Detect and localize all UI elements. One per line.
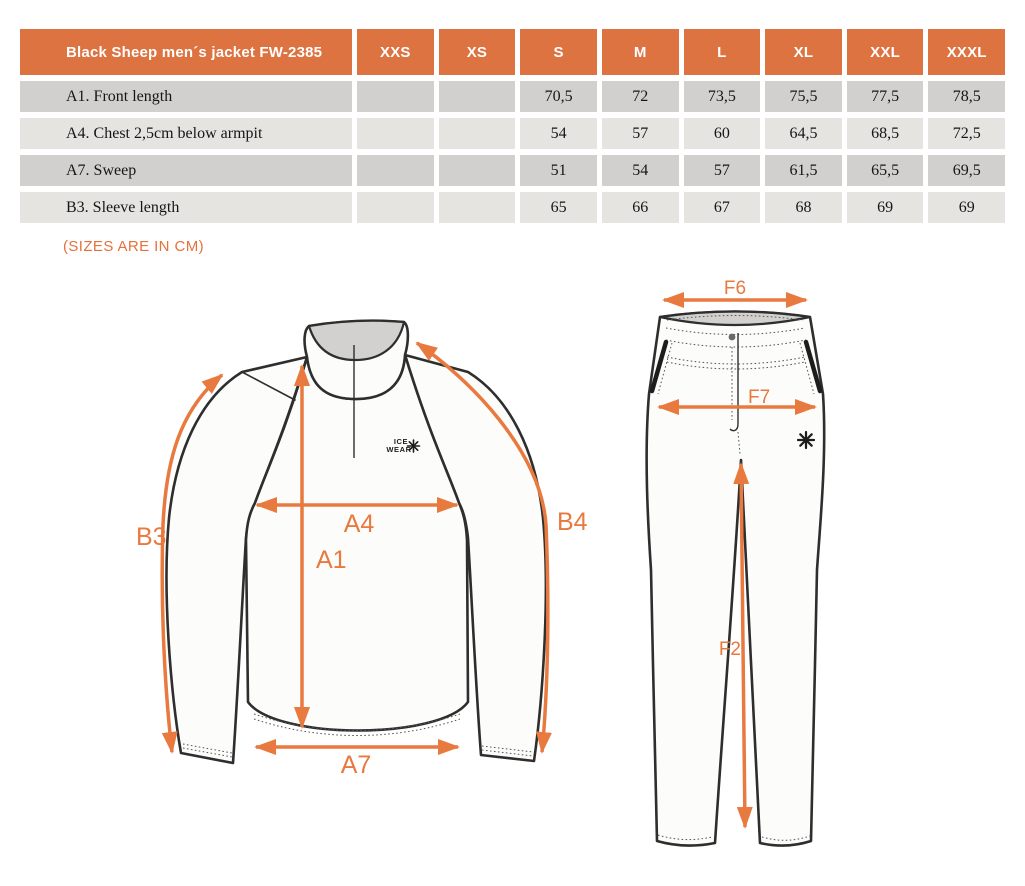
measure-label-a7: A7 bbox=[340, 751, 372, 779]
measure-label-f2: F2 bbox=[718, 639, 741, 660]
table-cell: 67 bbox=[684, 192, 761, 223]
column-header-xxs: XXS bbox=[357, 29, 434, 75]
table-cell: 69 bbox=[847, 192, 924, 223]
table-cell: 54 bbox=[602, 155, 679, 186]
column-header-xl: XL bbox=[765, 29, 842, 75]
measure-label-b3: B3 bbox=[136, 523, 167, 551]
table-cell: 68,5 bbox=[847, 118, 924, 149]
table-cell bbox=[357, 81, 434, 112]
table-cell: 70,5 bbox=[520, 81, 597, 112]
snowflake-icon bbox=[798, 432, 814, 448]
size-table bbox=[20, 29, 1005, 223]
table-cell: 77,5 bbox=[847, 81, 924, 112]
measure-label-a4: A4 bbox=[343, 510, 375, 538]
row-label: B3. Sleeve length bbox=[20, 192, 352, 223]
table-cell: 78,5 bbox=[928, 81, 1005, 112]
measure-label-b4: B4 bbox=[557, 508, 588, 536]
table-cell: 72,5 bbox=[928, 118, 1005, 149]
table-cell: 61,5 bbox=[765, 155, 842, 186]
measure-label-f6: F6 bbox=[723, 278, 747, 299]
table-cell: 69,5 bbox=[928, 155, 1005, 186]
snowflake-icon bbox=[408, 440, 420, 452]
table-cell bbox=[439, 192, 516, 223]
row-label: A7. Sweep bbox=[20, 155, 352, 186]
row-label: A4. Chest 2,5cm below armpit bbox=[20, 118, 352, 149]
logo-text-line2: WEAR bbox=[386, 445, 412, 454]
table-cell: 65 bbox=[520, 192, 597, 223]
table-cell: 68 bbox=[765, 192, 842, 223]
table-cell: 69 bbox=[928, 192, 1005, 223]
measurement-diagram bbox=[0, 270, 1025, 886]
measure-label-a1: A1 bbox=[316, 546, 347, 574]
jacket-drawing bbox=[136, 321, 588, 779]
table-cell bbox=[357, 118, 434, 149]
table-cell: 73,5 bbox=[684, 81, 761, 112]
column-header-l: L bbox=[684, 29, 761, 75]
table-cell: 64,5 bbox=[765, 118, 842, 149]
pants-body bbox=[647, 312, 825, 846]
table-cell bbox=[439, 81, 516, 112]
table-cell: 75,5 bbox=[765, 81, 842, 112]
table-cell bbox=[357, 192, 434, 223]
measure-label-f7: F7 bbox=[748, 387, 771, 408]
waist-button bbox=[729, 334, 736, 341]
units-note: (SIZES ARE IN CM) bbox=[63, 238, 204, 255]
table-cell: 54 bbox=[520, 118, 597, 149]
table-cell: 51 bbox=[520, 155, 597, 186]
table-cell: 57 bbox=[602, 118, 679, 149]
table-cell bbox=[439, 118, 516, 149]
column-header-s: S bbox=[520, 29, 597, 75]
column-header-xxxl: XXXL bbox=[928, 29, 1005, 75]
table-cell bbox=[439, 155, 516, 186]
table-cell: 65,5 bbox=[847, 155, 924, 186]
table-cell: 57 bbox=[684, 155, 761, 186]
logo-text-line1: ICE bbox=[393, 437, 409, 446]
table-cell: 72 bbox=[602, 81, 679, 112]
table-cell: 60 bbox=[684, 118, 761, 149]
table-cell bbox=[357, 155, 434, 186]
table-cell: 66 bbox=[602, 192, 679, 223]
column-header-xxl: XXL bbox=[847, 29, 924, 75]
table-title: Black Sheep men´s jacket FW-2385 bbox=[20, 29, 352, 75]
column-header-m: M bbox=[602, 29, 679, 75]
column-header-xs: XS bbox=[439, 29, 516, 75]
pants-drawing bbox=[647, 278, 825, 846]
row-label: A1. Front length bbox=[20, 81, 352, 112]
